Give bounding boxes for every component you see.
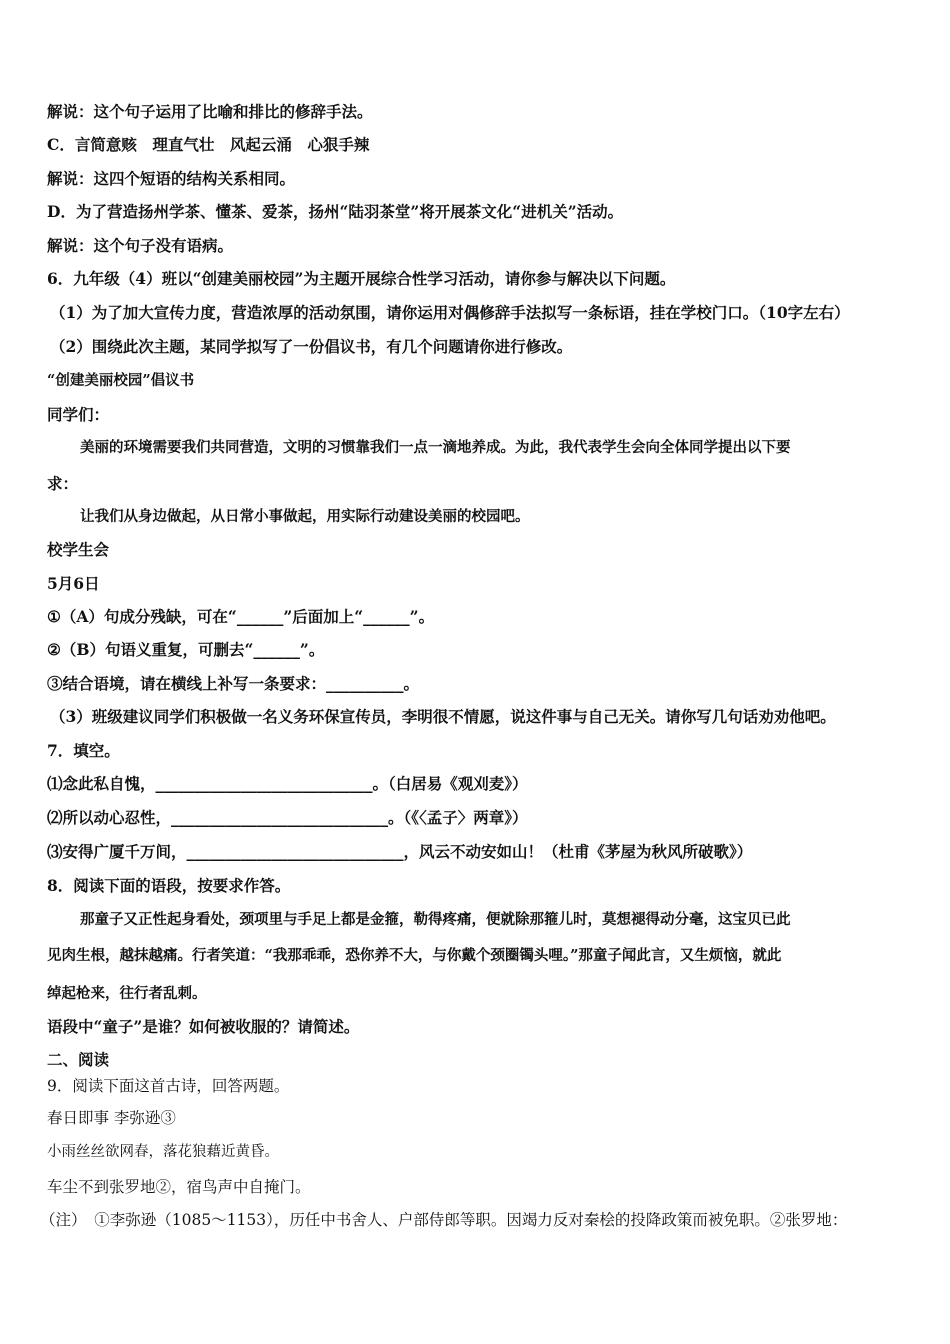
option-c: C．言简意赅 理直气壮 风起云涌 心狠手辣 [47,135,370,154]
passage-line: 那童子又正性起身看处，颈项里与手足上都是金箍，勒得疼痛，便就除那箍儿时，莫想褪得动分毫，这宝贝已此 [80,911,791,928]
proposal-body: 求： [47,474,79,493]
proposal-body: 美丽的环境需要我们共同营造，文明的习惯靠我们一点一滴地养成。为此，我代表学生会向全体同学提出以下要 [80,439,791,456]
poem-line: 小雨丝丝欲网春，落花狼藉近黄昏。 [47,1144,279,1160]
passage-line: 见肉生根，越抹越痛。行者笑道：“我那乖乖，恐你养不大，与你戴个颈圈镯头哩。”那童子闻此言，又生烦恼，就此 [47,947,782,964]
fill-blank-3: ⑶安得广厦千万间，____________________________，风云不动安如山！（杜甫《茅屋为秋风所破歌》） [47,842,753,861]
question-6: 6．九年级（4）班以“创建美丽校园”为主题开展综合性学习活动，请你参与解决以下问题。 [47,269,676,288]
subquestion-b: ②（B）句语义重复，可删去“______”。 [47,640,325,659]
proposal-salutation: 同学们： [47,405,110,424]
question-6-part-1: （1）为了加大宣传力度，营造浓厚的活动氛围，请你运用对偶修辞手法拟写一条标语，挂在学校门口。（10字左右） [50,303,850,322]
question-8-prompt: 语段中“童子”是谁？如何被收服的？请简述。 [47,1017,360,1036]
question-6-part-3: （3）班级建议同学们积极做一名义务环保宣传员，李明很不情愿，说这件事与自己无关。请你写几句话劝劝他吧。 [50,707,836,726]
proposal-body: 让我们从身边做起，从日常小事做起，用实际行动建设美丽的校园吧。 [80,508,530,525]
question-7: 7．填空。 [47,741,120,760]
question-8: 8．阅读下面的语段，按要求作答。 [47,876,291,895]
proposal-date: 5月6日 [47,574,100,593]
question-9: 9．阅读下面这首古诗，回答两题。 [47,1077,290,1095]
explanation-line: 解说：这四个短语的结构关系相同。 [47,169,296,188]
subquestion-a: ①（A）句成分残缺，可在“______”后面加上“______”。 [47,607,435,626]
proposal-signature: 校学生会 [47,540,110,559]
poem-title: 春日即事 李弥逊③ [47,1109,176,1127]
proposal-title: “创建美丽校园”倡议书 [47,372,195,389]
passage-line: 绰起枪来，往行者乱刺。 [47,985,207,1002]
subquestion-c: ③结合语境，请在横线上补写一条要求：__________。 [47,674,420,693]
option-d: D．为了营造扬州学茶、懂茶、爱茶，扬州“陆羽茶堂”将开展茶文化“进机关”活动。 [47,202,624,221]
poem-line: 车尘不到张罗地②，宿鸟声中自掩门。 [47,1178,311,1196]
poem-note: （注） ①李弥逊（1085～1153），历任中书舍人、户部侍郎等职。因竭力反对秦桧的投降政策而被免职。②张罗地： [40,1211,848,1229]
question-6-part-2: （2）围绕此次主题，某同学拟写了一份倡议书，有几个问题请你进行修改。 [50,337,573,356]
fill-blank-2: ⑵所以动心忍性，____________________________。（《〈孟子〉两章》） [47,808,528,827]
explanation-line: 解说：这个句子没有语病。 [47,236,234,255]
fill-blank-1: ⑴念此私自愧，____________________________。（白居易《观刈麦》） [47,774,528,793]
section-heading: 二、阅读 [47,1050,110,1069]
explanation-line: 解说：这个句子运用了比喻和排比的修辞手法。 [47,102,373,121]
